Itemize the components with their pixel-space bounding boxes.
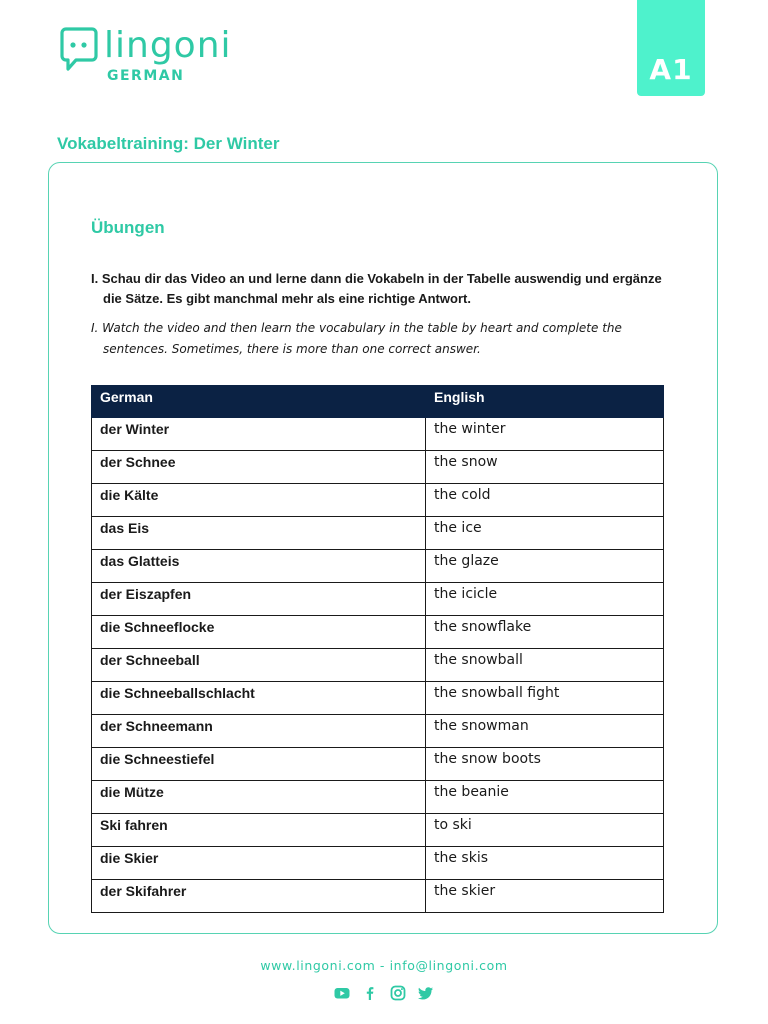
column-header-english: English [426,386,664,418]
german-term: die Kälte [92,484,426,517]
english-term: the skis [426,847,664,880]
twitter-icon[interactable] [418,985,434,1001]
table-row [92,814,664,847]
german-term: der Schnee [92,451,426,484]
table-row [92,550,664,583]
english-term: the beanie [426,781,664,814]
english-term: the snowball fight [426,682,664,715]
english-term: the snowflake [426,616,664,649]
german-term: Ski fahren [92,814,426,847]
english-term: the glaze [426,550,664,583]
german-term: die Mütze [92,781,426,814]
instruction-english: I. Watch the video and then learn the vocabulary in the table by heart and complete the sentences. Sometimes, there is more than one correct answer. [91,321,622,356]
column-header-german: German [92,386,426,418]
table-row [92,715,664,748]
table-row [92,418,664,451]
german-term: der Skifahrer [92,880,426,913]
english-term: to ski [426,814,664,847]
table-row [92,583,664,616]
english-term: the snowman [426,715,664,748]
table-row [92,484,664,517]
english-term: the snowball [426,649,664,682]
english-term: the snow [426,451,664,484]
social-icons [334,985,434,1001]
table-row [92,517,664,550]
table-row [92,682,664,715]
german-term: der Eiszapfen [92,583,426,616]
german-term: der Schneeball [92,649,426,682]
youtube-icon[interactable] [334,985,350,1001]
level-label: A1 [649,53,693,86]
table-header-row [92,386,664,418]
facebook-icon[interactable] [362,985,378,1001]
german-term: der Schneemann [92,715,426,748]
german-term: das Glatteis [92,550,426,583]
english-term: the icicle [426,583,664,616]
table-row [92,781,664,814]
instruction-german: I. Schau dir das Video an und lerne dann die Vokabeln in der Tabelle auswendig und ergänze die Sätze. Es gibt manchmal mehr als eine richtige Antwort. [91,271,662,306]
german-term: die Schneeflocke [92,616,426,649]
english-term: the snow boots [426,748,664,781]
english-term: the skier [426,880,664,913]
german-term: das Eis [92,517,426,550]
footer-contact[interactable]: www.lingoni.com - info@lingoni.com [260,958,508,973]
table-row [92,847,664,880]
table-row [92,451,664,484]
level-badge [637,0,705,96]
table-row [92,616,664,649]
document-title: Vokabeltraining: Der Winter [57,134,280,153]
german-term: die Skier [92,847,426,880]
english-term: the ice [426,517,664,550]
speech-bubble-logo-icon [60,26,98,72]
vocabulary-table [91,385,664,913]
german-term: die Schneestiefel [92,748,426,781]
brand-name: lingoni [104,25,232,66]
brand-subtitle: GERMAN [107,68,185,84]
english-term: the winter [426,418,664,451]
table-row [92,880,664,913]
english-term: the cold [426,484,664,517]
german-term: der Winter [92,418,426,451]
table-row [92,748,664,781]
instagram-icon[interactable] [390,985,406,1001]
section-title: Übungen [91,218,165,237]
german-term: die Schneeballschlacht [92,682,426,715]
table-row [92,649,664,682]
